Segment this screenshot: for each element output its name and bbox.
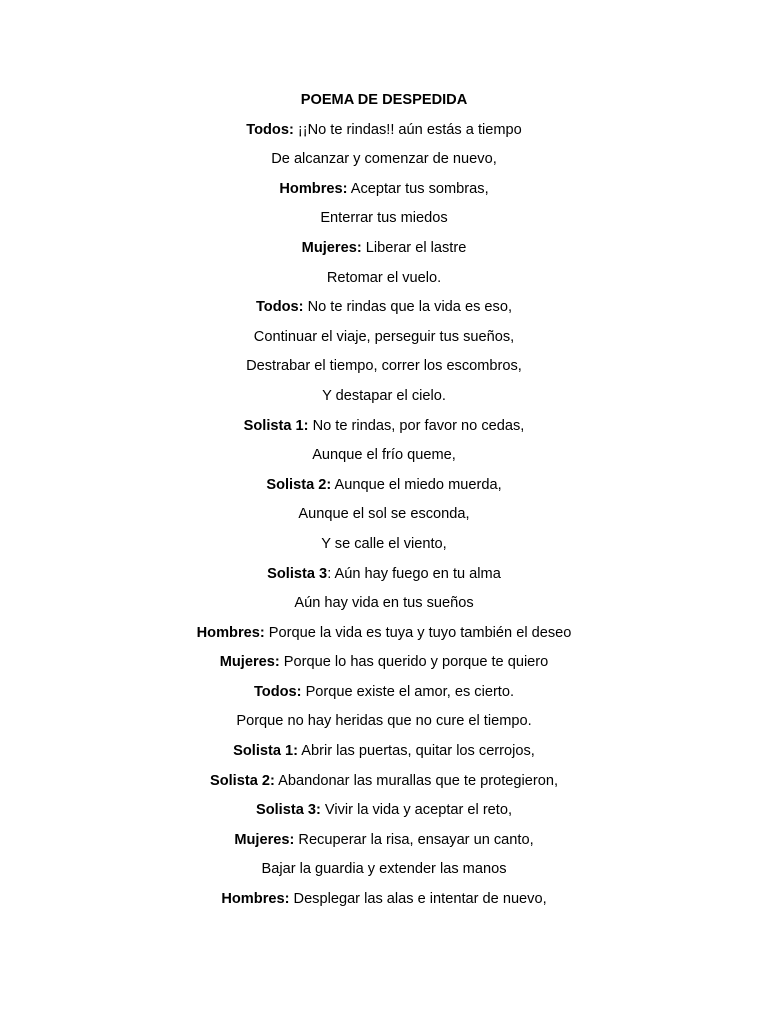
line-text: Y destapar el cielo. xyxy=(322,387,446,404)
line-text: Abrir las puertas, quitar los cerrojos, xyxy=(298,743,535,760)
poem-line xyxy=(0,204,768,234)
poem-line xyxy=(0,885,768,915)
line-text: Abandonar las murallas que te protegieron, xyxy=(274,772,559,789)
poem-line xyxy=(0,826,768,856)
line-text: Desplegar las alas e intentar de nuevo, xyxy=(289,891,547,908)
line-text: De alcanzar y comenzar de nuevo, xyxy=(271,151,497,168)
speaker-label: Mujeres: xyxy=(234,831,295,848)
poem-line xyxy=(0,323,768,353)
line-text: : Aún hay fuego en tu alma xyxy=(327,565,501,582)
poem-line xyxy=(0,560,768,590)
speaker-label: Solista 3 xyxy=(267,565,328,582)
line-text: Destrabar el tiempo, correr los escombros, xyxy=(246,358,522,375)
line-text: Aunque el sol se esconda, xyxy=(298,506,470,523)
poem-line xyxy=(0,500,768,530)
document-page xyxy=(0,86,768,915)
speaker-label: Hombres: xyxy=(279,180,348,197)
poem-line xyxy=(0,293,768,323)
poem-line xyxy=(0,264,768,294)
line-text: Porque la vida es tuya y tuyo también el deseo xyxy=(264,624,572,641)
line-text: Recuperar la risa, ensayar un canto, xyxy=(294,831,534,848)
poem-line xyxy=(0,352,768,382)
poem-line xyxy=(0,441,768,471)
poem-line xyxy=(0,855,768,885)
line-text: No te rindas, por favor no cedas, xyxy=(308,417,525,434)
poem-line xyxy=(0,737,768,767)
line-text: Continuar el viaje, perseguir tus sueños, xyxy=(253,328,515,345)
line-text: Retomar el vuelo. xyxy=(326,269,442,286)
poem-line xyxy=(0,648,768,678)
poem-line xyxy=(0,145,768,175)
poem-line xyxy=(0,678,768,708)
speaker-label: Hombres: xyxy=(196,624,265,641)
poem-line xyxy=(0,796,768,826)
line-text: No te rindas que la vida es eso, xyxy=(303,299,513,316)
line-text: ¡¡No te rindas!! aún estás a tiempo xyxy=(293,121,522,138)
line-text: Bajar la guardia y extender las manos xyxy=(261,861,507,878)
document-title: POEMA DE DESPEDIDA xyxy=(300,92,468,108)
poem-line xyxy=(0,412,768,442)
line-text: Porque no hay heridas que no cure el tiempo. xyxy=(236,713,532,730)
line-text: Porque existe el amor, es cierto. xyxy=(301,683,515,700)
poem-line xyxy=(0,767,768,797)
line-text: Aunque el frío queme, xyxy=(312,447,456,464)
poem-line xyxy=(0,471,768,501)
poem-line xyxy=(0,707,768,737)
line-text: Aceptar tus sombras, xyxy=(347,180,489,197)
speaker-label: Hombres: xyxy=(221,891,290,908)
line-text: Aunque el miedo muerda, xyxy=(331,476,502,493)
speaker-label: Todos: xyxy=(255,299,304,316)
poem-line xyxy=(0,589,768,619)
speaker-label: Mujeres: xyxy=(301,239,362,256)
speaker-label: Solista 2: xyxy=(209,772,275,789)
line-text: Porque lo has querido y porque te quiero xyxy=(279,654,549,671)
speaker-label: Solista 1: xyxy=(233,743,299,760)
poem-line xyxy=(0,116,768,146)
line-text: Vivir la vida y aceptar el reto, xyxy=(320,802,513,819)
speaker-label: Solista 2: xyxy=(266,476,332,493)
poem-line xyxy=(0,234,768,264)
poem-body xyxy=(0,116,768,915)
line-text: Liberar el lastre xyxy=(361,239,467,256)
speaker-label: Solista 3: xyxy=(255,802,321,819)
poem-line xyxy=(0,175,768,205)
line-text: Y se calle el viento, xyxy=(321,535,447,552)
speaker-label: Mujeres: xyxy=(219,654,280,671)
speaker-label: Todos: xyxy=(253,683,302,700)
line-text: Enterrar tus miedos xyxy=(320,210,448,227)
speaker-label: Solista 1: xyxy=(243,417,309,434)
poem-line xyxy=(0,619,768,649)
speaker-label: Todos: xyxy=(246,121,294,138)
line-text: Aún hay vida en tus sueños xyxy=(294,595,474,612)
poem-line xyxy=(0,382,768,412)
poem-line xyxy=(0,530,768,560)
